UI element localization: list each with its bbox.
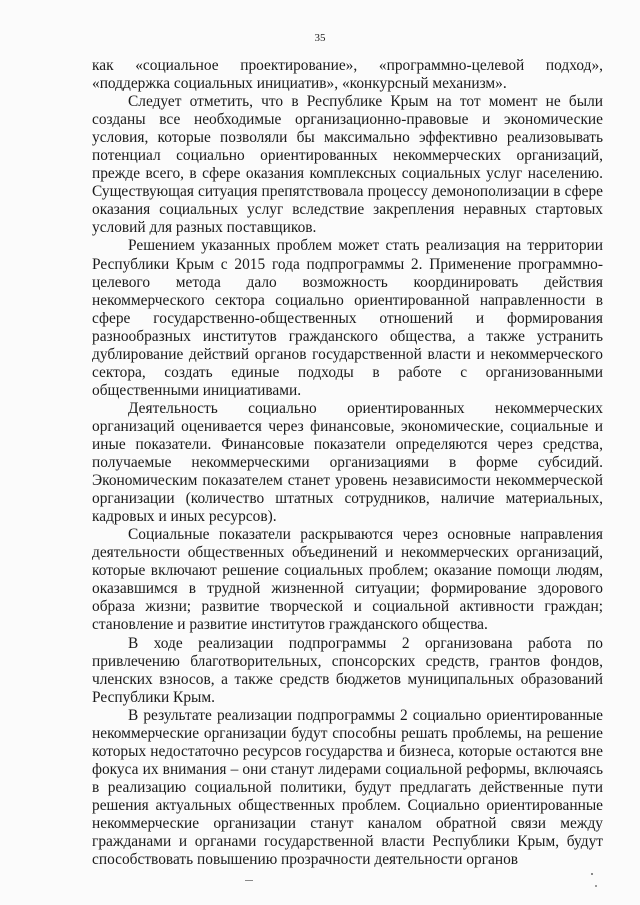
scan-artifact (591, 873, 593, 875)
paragraph: В ходе реализации подпрограммы 2 организована работа по привлечению благотворительных, спонсорских средств, грантов фондов, членских взносов, а также средств бюджетов муниципальных образований Республики Крым. (92, 634, 603, 706)
paragraph: Решением указанных проблем может стать реализация на территории Республики Крым с 2015 года подпрограммы 2. Применение программно-целевого метода дало возможность координировать действия некоммерческого сектора социально ориентированной направленности в сфере государственно-общественных отношений и формирования разнообразных институтов гражданского общества, а также устранить дублирование действий органов государственной власти и некоммерческого сектора, создать единые подходы в работе с организованными общественными инициативами. (92, 237, 603, 399)
page-number: 35 (314, 32, 326, 44)
paragraph: Следует отметить, что в Республике Крым на тот момент не были созданы все необходимые организационно-правовые и экономические условия, которые позволяли бы максимально эффективно реализовывать потенциал социально ориентированных некоммерческих организаций, прежде всего, в сфере оказания комплексных социальных услуг населению. Существующая ситуация препятствовала процессу демонополизации в сфере оказания социальных услуг вследствие закрепления неравных стартовых условий для разных поставщиков. (92, 93, 603, 237)
body-text (92, 57, 603, 869)
scan-artifact (595, 885, 597, 887)
paragraph: В результате реализации подпрограммы 2 социально ориентированные некоммерческие организации будут способны решать проблемы, на решение которых недостаточно ресурсов государства и бизнеса, которые остаются вне фокуса их внимания – они станут лидерами социальной реформы, включаясь в реализацию социальной политики, будут предлагать действенные пути решения актуальных общественных проблем. Социально ориентированные некоммерческие организации станут каналом обратной связи между гражданами и органами государственной власти Республики Крым, будут способствовать повышению прозрачности деятельности органов (92, 706, 603, 869)
paragraph: как «социальное проектирование», «программно-целевой подход», «поддержка социальных инициатив», «конкурсный механизм». (92, 57, 603, 93)
paragraph: Деятельность социально ориентированных некоммерческих организаций оценивается через финансовые, экономические, социальные и иные показатели. Финансовые показатели определяются через средства, получаемые некоммерческими организациями в форме субсидий. Экономическим показателем станет уровень независимости некоммерческой организации (количество штатных сотрудников, наличие материальных, кадровых и иных ресурсов). (92, 399, 603, 526)
scan-artifact (245, 880, 253, 881)
paragraph: Социальные показатели раскрываются через основные направления деятельности общественных объединений и некоммерческих организаций, которые включают решение социальных проблем; оказание помощи людям, оказавшимся в трудной жизненной ситуации; формирование здорового образа жизни; развитие творческой и социальной активности граждан; становление и развитие институтов гражданского общества. (92, 526, 603, 634)
